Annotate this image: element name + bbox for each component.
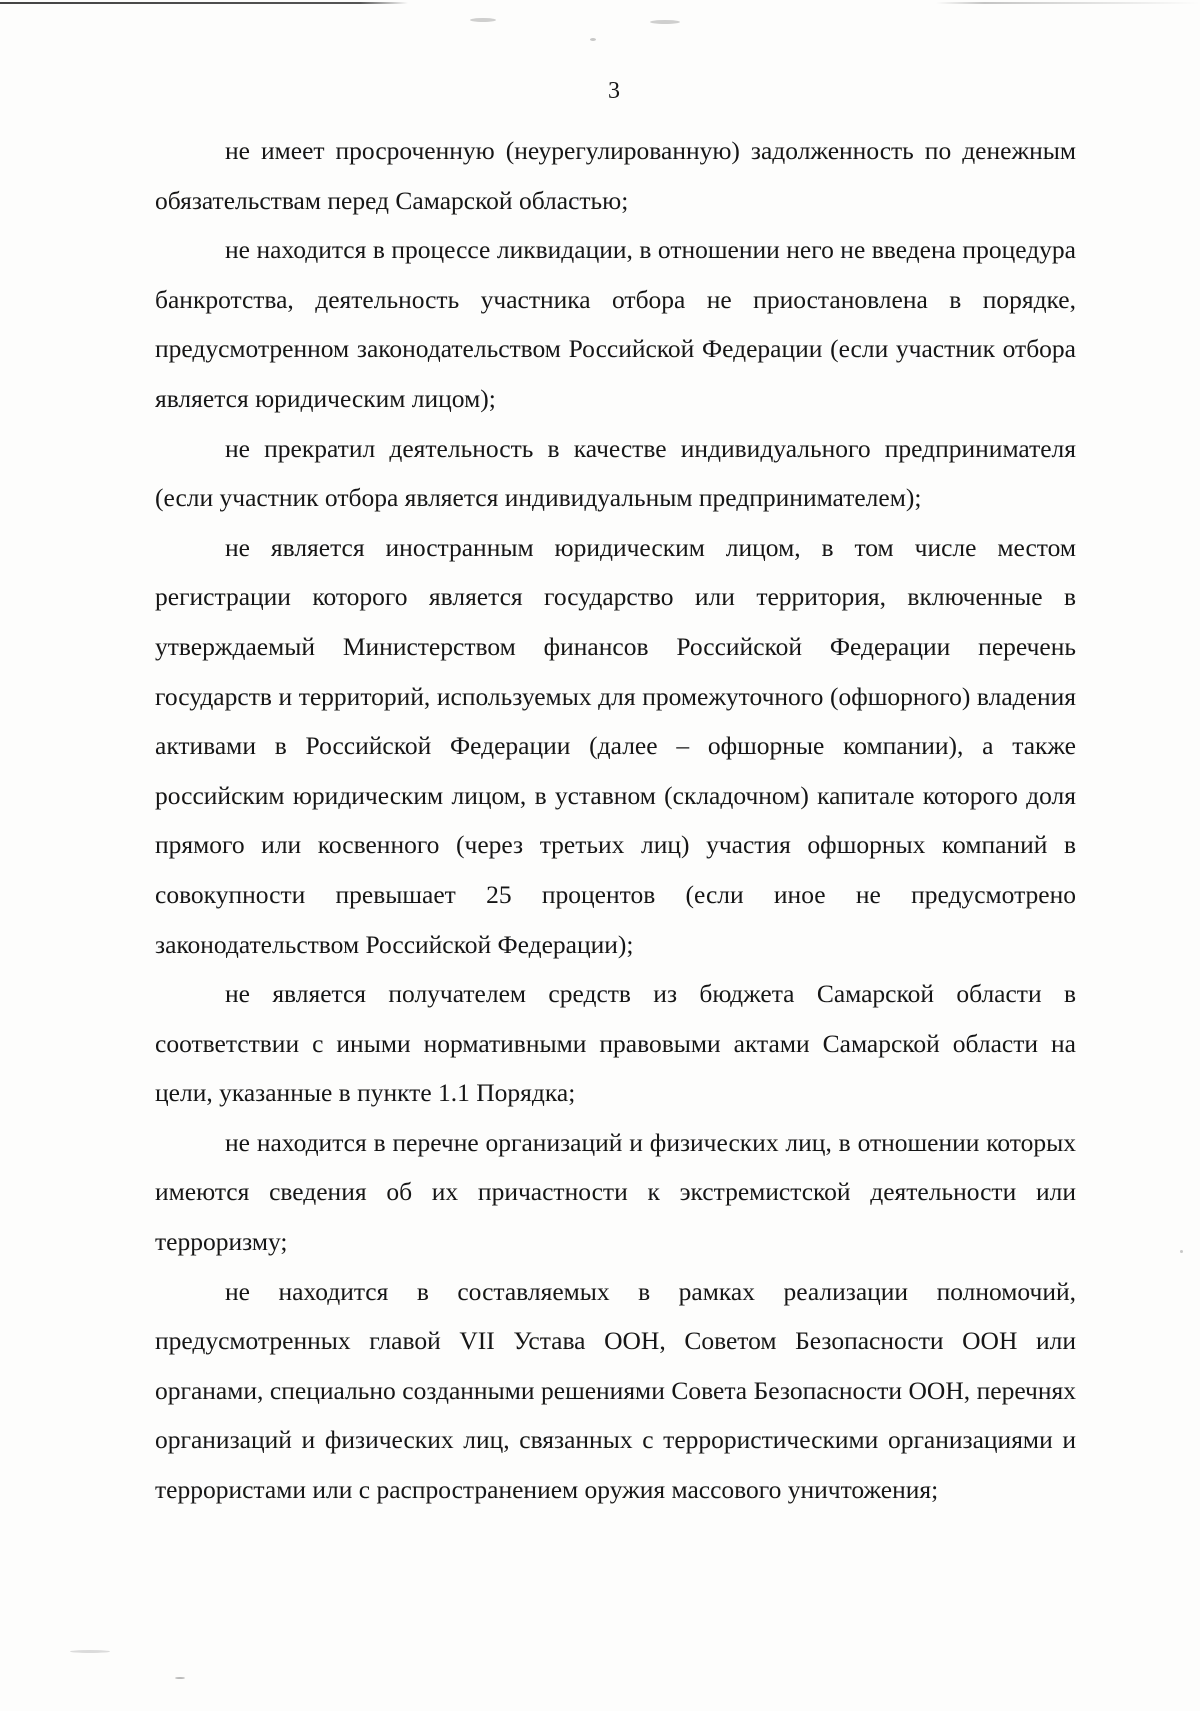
- scan-edge-line: [0, 2, 1200, 4]
- scan-speck: [650, 20, 680, 24]
- scan-speck: [175, 1677, 185, 1679]
- scan-speck: [1180, 1250, 1183, 1253]
- paragraph: не находится в перечне организаций и физических лиц, в отношении которых имеются сведения об их причастности к экстремистской деятельности или терроризму;: [155, 1127, 1076, 1257]
- paragraph: не имеет просроченную (неурегулированную) задолженность по денежным обязательствам перед Самарской областью;: [155, 136, 1076, 215]
- paragraph: не находится в процессе ликвидации, в отношении него не введена процедура банкротства, деятельность участника отбора не приостановлена в порядке, предусмотренном законодательством Российской Федерации (если участник отбора является юридическим лицом);: [155, 235, 1076, 413]
- paragraph: не является получателем средств из бюджета Самарской области в соответствии с иными нормативными правовыми актами Самарской области на цели, указанные в пункте 1.1 Порядка;: [155, 979, 1076, 1108]
- page-number: 3: [608, 78, 620, 104]
- scan-speck: [590, 38, 596, 41]
- paragraph: не является иностранным юридическим лицом, в том числе местом регистрации которого является государство или территория, включенные в утверждаемый Министерством финансов Российской Федерации перечень государств и территорий, используемых для промежуточного (офшорного) владения активами в Российской Федерации (далее – офшорные компании), а также российским юридическим лицом, в уставном (складочном) капитале которого доля прямого или косвенного (через третьих лиц) участия офшорных компаний в совокупности превышает 25 процентов (если иное не предусмотрено законодательством Российской Федерации);: [155, 532, 1076, 959]
- scan-speck: [470, 18, 496, 22]
- paragraph: не прекратил деятельность в качестве индивидуального предпринимателя (если участник отбора является индивидуальным предпринимателем);: [155, 433, 1076, 513]
- scan-speck: [70, 1650, 110, 1653]
- document-body: [155, 126, 1076, 1515]
- paragraph: не находится в составляемых в рамках реализации полномочий, предусмотренных главой VII Устава ООН, Советом Безопасности ООН или органами, специально созданными решениями Совета Безопасности ООН, перечнях организаций и физических лиц, связанных с террористическими организациями и террористами или с распространением оружия массового уничтожения;: [155, 1276, 1076, 1505]
